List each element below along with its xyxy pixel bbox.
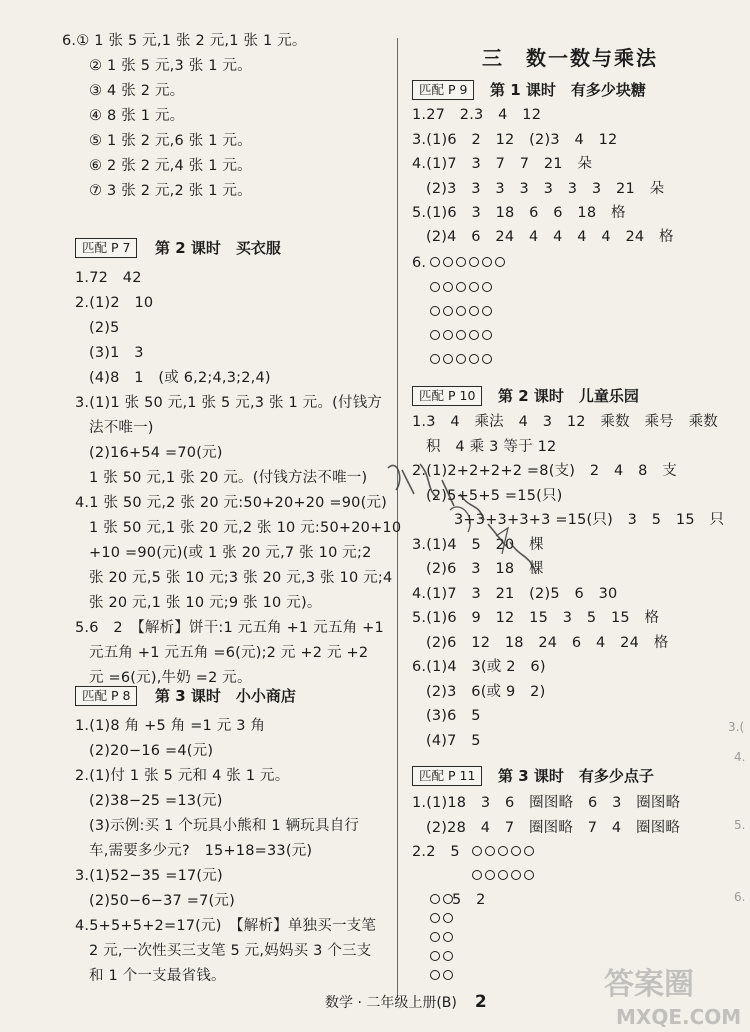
answer-line: ③ 4 张 2 元。 bbox=[89, 83, 185, 99]
answer-line: (2)6 12 18 24 6 4 24 格 bbox=[426, 635, 669, 651]
answer-line: 3.(1)1 张 50 元,1 张 5 元,3 张 1 元。(付钱方 bbox=[75, 395, 383, 411]
svg-text:MXQE.COM: MXQE.COM bbox=[616, 1005, 742, 1029]
answer-line: (2)5 bbox=[89, 320, 120, 336]
answer-line: (3)示例:买 1 个玩具小熊和 1 辆玩具自行 bbox=[89, 818, 360, 834]
answer-line: 2.(1)2 10 bbox=[75, 295, 154, 311]
answer-line: (4)7 5 bbox=[426, 733, 481, 749]
answer-line: 4.1 张 50 元,2 张 20 元:50+20+20 =90(元) bbox=[75, 495, 388, 511]
answer-line: (2)50−6−37 =7(元) bbox=[89, 893, 235, 909]
answer-line: ⑥ 2 张 2 元,4 张 1 元。 bbox=[89, 158, 252, 174]
answer-line: 6. bbox=[412, 255, 427, 271]
circle-row bbox=[430, 354, 492, 364]
site-watermark-logo bbox=[600, 960, 745, 1030]
answer-line: (2)6 3 18 棵 bbox=[426, 561, 544, 577]
answer-line: 5.(1)6 9 12 15 3 5 15 格 bbox=[412, 610, 660, 626]
answer-line: 1 张 50 元,1 张 20 元,2 张 10 元:50+20+10 bbox=[89, 520, 402, 536]
answer-line: 2 元,一次性买三支笔 5 元,妈妈买 3 个三支 bbox=[89, 943, 372, 959]
answer-line: 1.(1)18 3 6 圈图略 6 3 圈图略 bbox=[412, 795, 681, 811]
answer-line: 3.(1)4 5 20 棵 bbox=[412, 537, 544, 553]
answer-line: 元五角 +1 元五角 =6(元);2 元 +2 元 +2 bbox=[89, 645, 369, 661]
answer-line: (2)5+5+5 =15(只) bbox=[426, 488, 563, 504]
lesson-title: 第 3 课时 有多少点子 bbox=[498, 767, 654, 785]
answer-line: (2)38−25 =13(元) bbox=[89, 793, 223, 809]
page-match-badge: 匹配 P 8 bbox=[75, 686, 137, 706]
circle-row bbox=[430, 951, 453, 961]
answer-line: 1 张 50 元,1 张 20 元。(付钱方法不唯一) bbox=[89, 470, 368, 486]
answer-line: 3.(1)52−35 =17(元) bbox=[75, 868, 223, 884]
section-header-lesson-3 bbox=[75, 686, 375, 708]
answer-line: 2.(1)付 1 张 5 元和 4 张 1 元。 bbox=[75, 768, 290, 784]
svg-text:答案圈: 答案圈 bbox=[604, 967, 694, 1002]
circle-row bbox=[430, 306, 492, 316]
footer-subject: 数学 · 二年级上册(B) bbox=[325, 995, 457, 1011]
page-footer bbox=[325, 992, 487, 1012]
circle-row bbox=[430, 913, 453, 923]
answer-line: ⑤ 1 张 2 元,6 张 1 元。 bbox=[89, 133, 252, 149]
answer-line: +10 =90(元)(或 1 张 20 元,7 张 10 元;2 bbox=[89, 545, 372, 561]
answer-line: (2)16+54 =70(元) bbox=[89, 445, 223, 461]
answer-line: 6.① 1 张 5 元,1 张 2 元,1 张 1 元。 bbox=[62, 33, 307, 49]
circle-row bbox=[430, 282, 492, 292]
answer-line: 4.5+5+5+2=17(元) 【解析】单独买一支笔 bbox=[75, 918, 377, 934]
answer-line: (3)1 3 bbox=[89, 345, 144, 361]
answer-line: 元 =6(元),牛奶 =2 元。 bbox=[89, 670, 252, 686]
answer-line: 1.(1)8 角 +5 角 =1 元 3 角 bbox=[75, 718, 266, 734]
circle-row bbox=[472, 846, 534, 856]
unit-title: 三 数一数与乘法 bbox=[482, 46, 658, 70]
answer-line: (4)8 1 (或 6,2;4,3;2,4) bbox=[89, 370, 271, 386]
edge-mark: 6. bbox=[734, 890, 746, 904]
answer-line: 4.(1)7 3 21 (2)5 6 30 bbox=[412, 586, 618, 602]
lesson-title: 第 2 课时 儿童乐园 bbox=[498, 387, 639, 405]
circle-row bbox=[430, 330, 492, 340]
answer-line: 5.6 2 【解析】饼干:1 元五角 +1 元五角 +1 bbox=[75, 620, 384, 636]
answer-line: 和 1 个一支最省钱。 bbox=[89, 968, 226, 984]
page-match-badge: 匹配 P 10 bbox=[412, 386, 482, 406]
edge-mark: 3.( bbox=[728, 720, 745, 734]
answer-line: 3+3+3+3+3 =15(只) 3 5 15 只 bbox=[454, 512, 725, 528]
answer-line: 5.(1)6 3 18 6 6 18 格 bbox=[412, 205, 626, 221]
answer-line: (3)6 5 bbox=[426, 708, 481, 724]
answer-line: 1.72 42 bbox=[75, 270, 142, 286]
page-match-badge: 匹配 P 11 bbox=[412, 766, 482, 786]
edge-mark: 5. bbox=[734, 818, 746, 832]
lesson-title: 第 2 课时 买衣服 bbox=[155, 239, 281, 257]
lesson-title: 第 1 课时 有多少块糖 bbox=[490, 81, 646, 99]
answer-line: 车,需要多少元? 15+18=33(元) bbox=[89, 843, 313, 859]
answer-line: 2.2 5 bbox=[412, 844, 460, 860]
answer-line: 5 2 bbox=[452, 892, 486, 908]
circle-row bbox=[430, 970, 453, 980]
section-header-lesson-3 bbox=[412, 766, 742, 788]
answer-line: (2)3 3 3 3 3 3 3 21 朵 bbox=[426, 181, 665, 197]
page-match-badge: 匹配 P 9 bbox=[412, 80, 474, 100]
answer-line: (2)28 4 7 圈图略 7 4 圈图略 bbox=[426, 820, 681, 836]
page-match-badge: 匹配 P 7 bbox=[75, 238, 137, 258]
circle-row bbox=[472, 870, 534, 880]
answer-line: (2)20−16 =4(元) bbox=[89, 743, 214, 759]
answer-line: ② 1 张 5 元,3 张 1 元。 bbox=[89, 58, 252, 74]
section-header-lesson-2 bbox=[412, 386, 742, 408]
circle-row bbox=[430, 257, 505, 267]
answer-line: 张 20 元,1 张 10 元;9 张 10 元)。 bbox=[89, 595, 322, 611]
answer-line: 3.(1)6 2 12 (2)3 4 12 bbox=[412, 132, 618, 148]
answer-line: 张 20 元,5 张 10 元;3 张 20 元,3 张 10 元;4 bbox=[89, 570, 393, 586]
page-number: 2 bbox=[474, 992, 487, 1012]
answer-line: (2)4 6 24 4 4 4 4 24 格 bbox=[426, 229, 674, 245]
answer-line: 积 4 乘 3 等于 12 bbox=[426, 439, 557, 455]
lesson-title: 第 3 课时 小小商店 bbox=[155, 687, 296, 705]
answer-line: 4.(1)7 3 7 7 21 朵 bbox=[412, 156, 593, 172]
answer-line: 1.27 2.3 4 12 bbox=[412, 107, 542, 123]
circle-row bbox=[430, 932, 453, 942]
answer-line: 2.(1)2+2+2+2 =8(支) 2 4 8 支 bbox=[412, 463, 677, 479]
answer-line: 6.(1)4 3(或 2 6) bbox=[412, 659, 546, 675]
answer-line: ④ 8 张 1 元。 bbox=[89, 108, 185, 124]
section-header-lesson-1 bbox=[412, 80, 742, 102]
circle-row bbox=[430, 894, 453, 904]
answer-line: 法不唯一) bbox=[89, 420, 154, 436]
section-header-lesson-2 bbox=[75, 238, 375, 260]
answer-line: 1.3 4 乘法 4 3 12 乘数 乘号 乘数 bbox=[412, 414, 718, 430]
answer-line: ⑦ 3 张 2 元,2 张 1 元。 bbox=[89, 183, 252, 199]
answer-line: (2)3 6(或 9 2) bbox=[426, 684, 546, 700]
pencil-scribble bbox=[380, 450, 550, 590]
edge-mark: 4. bbox=[734, 750, 746, 764]
